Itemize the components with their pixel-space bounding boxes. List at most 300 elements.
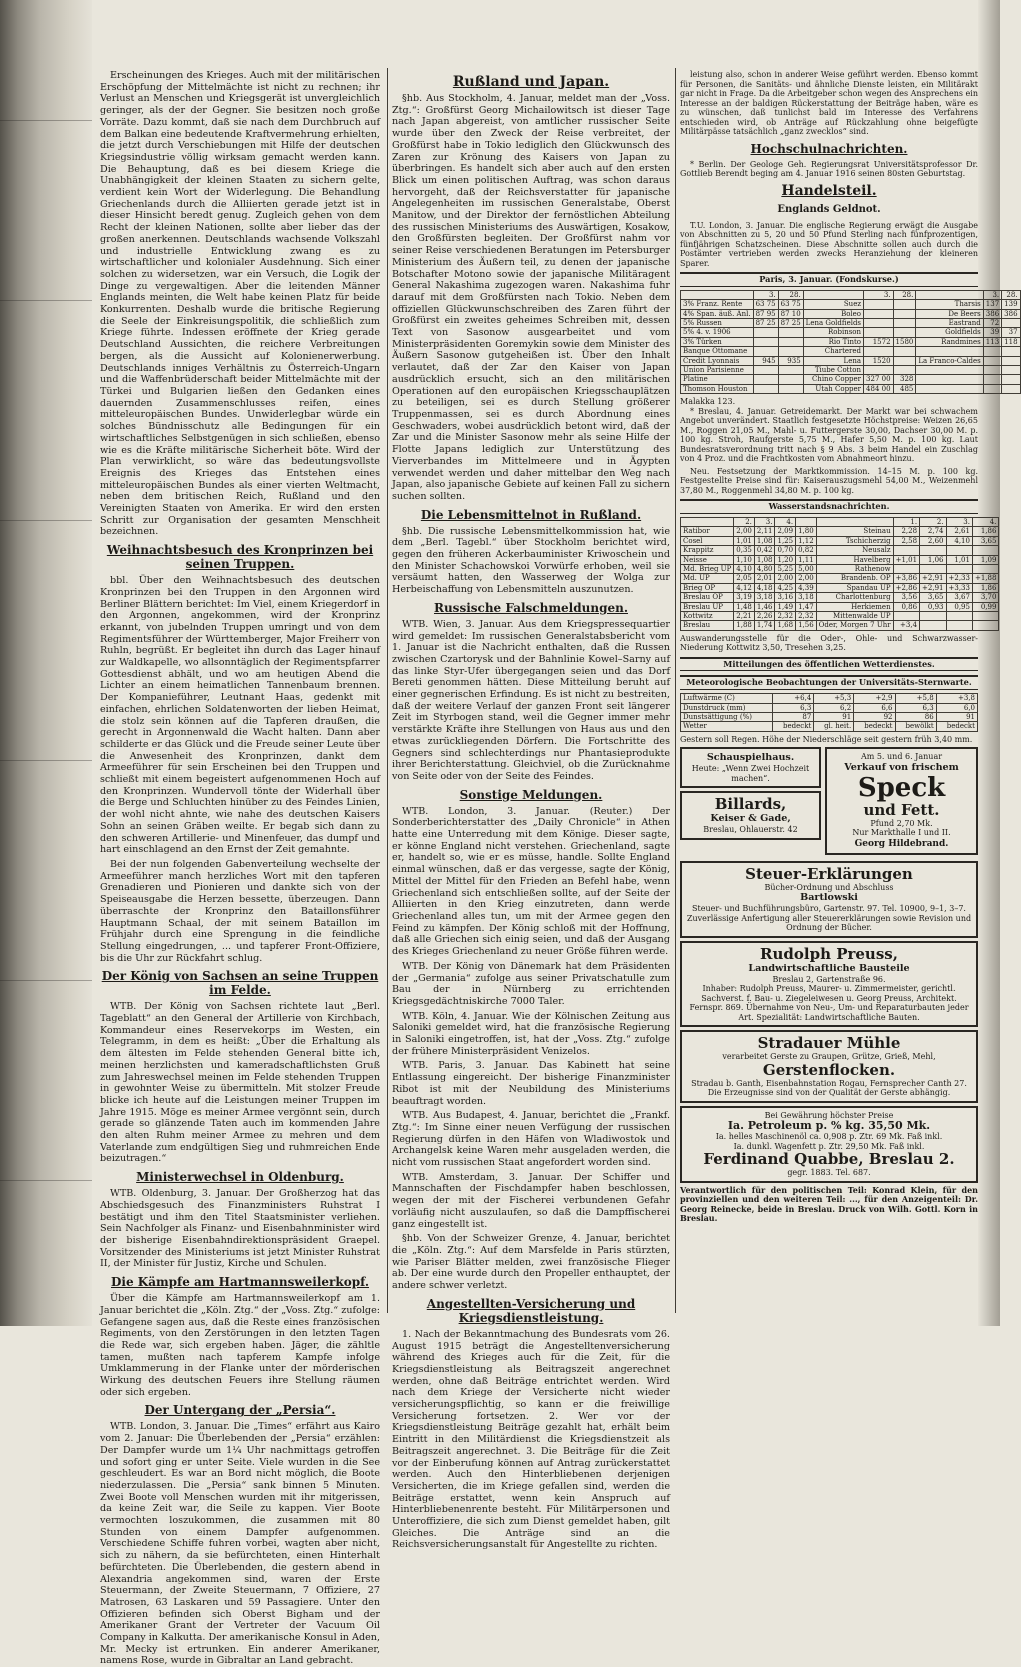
headline: Ministerwechsel in Oldenburg. (136, 1170, 344, 1185)
table-cell: 92 (854, 712, 895, 721)
table-cell (753, 347, 778, 356)
tax-ad (680, 861, 978, 938)
table-row (681, 722, 978, 731)
ad-text: Landwirtschaftliche Bausteile (748, 962, 910, 974)
paris-exchange-table (680, 290, 1021, 394)
table-cell: 4,12 (734, 583, 755, 592)
table-cell: Oder, Morgen 7 Uhr (816, 621, 893, 630)
table-cell: Steinau (816, 527, 893, 536)
table-cell: 72 (983, 318, 1001, 327)
table-cell: Platine (681, 375, 754, 384)
table-cell: 1,12 (796, 536, 817, 545)
table-cell: 3,70 (972, 593, 998, 602)
table-row (681, 694, 978, 703)
column-header: 3. (983, 290, 1001, 299)
table-cell: 2,01 (754, 574, 775, 583)
table-cell: 6,2 (814, 703, 854, 712)
table-cell: 935 (778, 356, 803, 365)
table-cell: 1,46 (754, 602, 775, 611)
table-cell: Tschicherzig (816, 536, 893, 545)
table-cell: Tharsis (916, 300, 983, 309)
headline: Die Kämpfe am Hartmannsweilerkopf. (110, 1275, 369, 1290)
table-cell: +3,4 (893, 621, 919, 630)
table-row (681, 555, 999, 564)
column-rule (387, 68, 388, 1313)
table-cell: Luftwärme (C) (681, 694, 773, 703)
table-cell (753, 337, 778, 346)
table-cell (946, 621, 972, 630)
table-cell: 2,26 (754, 611, 775, 620)
table-cell (893, 546, 919, 555)
table-cell: Chartered (803, 347, 863, 356)
table-cell: +2,86 (893, 583, 919, 592)
column-header: 3. (754, 517, 775, 526)
headline: Rußland und Japan. (452, 74, 610, 90)
headline: Angestellten-Versicherung und Kriegsdienstleistung. (426, 1296, 636, 1325)
article-text: Neu. Festsetzung der Marktkommission. 14–15 M. p. 100 kg. Festgestellte Preise sind für: Kaiserauszugsmehl 54,00 M., Weizenmehl 37,80 M., Roggenmehl 34,80 M. p. 100 kg. (680, 466, 978, 495)
column-header: 1. (893, 517, 919, 526)
table-cell: Herkiemen (816, 602, 893, 611)
table-cell: 0,35 (734, 546, 755, 555)
ad-text: Bücher-Ordnung und Abschluss (764, 882, 894, 892)
table-cell: Thomson Houston (681, 384, 754, 393)
table-cell: 3,67 (946, 593, 972, 602)
table-cell: 386 (983, 309, 1001, 318)
ad-text: gegr. 1883. Tel. 687. (787, 1168, 871, 1178)
table-cell: Tiube Cotton (803, 365, 863, 374)
ad-title: Stradauer Mühle (757, 1034, 901, 1053)
table-title: Paris, 3. Januar. (Fondskurse.) (680, 272, 978, 287)
column-1 (100, 70, 380, 1667)
table-cell: Breslau UP (681, 602, 734, 611)
table-cell (778, 347, 803, 356)
article-text: WTB. Amsterdam, 3. Januar. Der Schiffer und Mannschaften der Fischdampfer haben beschlossen, wegen der mit der Fischerei verbundenen Gefahr vorläufig nicht auszulaufen, so daß die Dampffischerei ganz eingestellt ist. (392, 1171, 670, 1230)
table-cell: bedeckt (772, 722, 813, 731)
table-cell (753, 375, 778, 384)
table-cell: 0,93 (920, 602, 946, 611)
table-cell: 2,74 (920, 527, 946, 536)
table-cell (864, 318, 894, 327)
article-text: * Breslau, 4. Januar. Getreidemarkt. Der Markt war bei schwachem Angebot unverändert. Staatlich festgesetzte Höchstpreise: Weizen 26,65 M., Roggen 21,05 M., Mahl- u. Futtergerste 30,00, Dachser 30,00 M. p. 100 kg. Stroh, Raufgerste 5,75 M., Hafer 5,50 M. p. 100 kg. Laut Bundesratsverordnung tritt nach § 9 Abs. 3 beim Handel ein Zuschlag von 4 Proz. und die Frachtkosten vom Abnahmeort hinzu. (680, 406, 978, 464)
table-cell (778, 375, 803, 384)
table-cell: Robinson (803, 328, 863, 337)
table-cell: 137 (983, 300, 1001, 309)
table-cell: 1,20 (775, 555, 796, 564)
headline: Englands Geldnot. (777, 203, 881, 215)
table-cell: bewölkt (895, 722, 936, 731)
headline: Russische Falschmeldungen. (433, 600, 628, 615)
table-cell (893, 328, 916, 337)
table-cell (916, 384, 983, 393)
ad-title: und Fett. (863, 800, 940, 819)
table-cell: 87 10 (778, 309, 803, 318)
table-cell: 91 (936, 712, 977, 721)
table-title: Wasserstandsnachrichten. (680, 499, 978, 514)
table-footnote: Gestern soll Regen. Höhe der Niederschläge seit gestern früh 3,40 mm. (680, 734, 973, 744)
table-cell: 5,00 (796, 564, 817, 573)
imprint: Verantwortlich für den politischen Teil: Konrad Klein, für den provinziellen und den weiteren Teil: ..., für den Anzeigenteil: Dr. Georg Reinecke, beide in Breslau. Druck von Wilh. Gottl. Korn in Breslau. (680, 1184, 978, 1224)
table-cell: Rio Tinto (803, 337, 863, 346)
table-row (681, 375, 1021, 384)
table-cell (1002, 384, 1020, 393)
headline: Der König von Sachsen an seine Truppen im Felde. (101, 969, 379, 998)
table-row (681, 356, 1021, 365)
table-cell: 2,32 (796, 611, 817, 620)
table-cell: Neisse (681, 555, 734, 564)
table-cell: La Franco-Caldes (916, 356, 983, 365)
ad-text: Ia. dunkl. Wagenfett p. Ztr. 29,50 Mk. Faß inkl. (733, 1141, 925, 1151)
table-cell: +2,91 (920, 574, 946, 583)
table-cell: 3,56 (893, 593, 919, 602)
table-cell: Mittenwalde UP (816, 611, 893, 620)
table-row (681, 365, 1021, 374)
table-cell: Wetter (681, 722, 773, 731)
column-header: 28. (778, 290, 803, 299)
table-cell: 386 (1002, 309, 1020, 318)
table-cell (753, 384, 778, 393)
table-cell: Breslau (681, 621, 734, 630)
table-cell: 1520 (864, 356, 894, 365)
table-cell: 2,00 (775, 574, 796, 583)
table-cell: +6,4 (772, 694, 813, 703)
table-cell: 485 (893, 384, 916, 393)
table-cell (916, 375, 983, 384)
table-cell: Neusalz (816, 546, 893, 555)
table-cell: 3,16 (775, 593, 796, 602)
table-cell: 2,11 (754, 527, 775, 536)
table-cell (972, 564, 998, 573)
table-cell (1002, 365, 1020, 374)
table-cell: 1,01 (734, 536, 755, 545)
article-text: Über die Kämpfe am Hartmannsweilerkopf am 1. Januar berichtet die „Köln. Ztg.“ der „Voss. Ztg.“ zufolge: Gefangene sagen aus, daß die Reste eines französischen Regiments, von den Zerstörungen in den letzten Tagen die Rede war, sich ergeben haben. Jäger, die zähltle tamen, mußten nach tapferem Kampfe infolge Umklammerung in der Flanke unter der mörderischen Wirkung des deutschen Feuers ihre Stellung räumen oder sich ergeben. (100, 1293, 380, 1398)
table-cell (983, 365, 1001, 374)
table-cell: 1,86 (972, 527, 998, 536)
table-cell: 1,49 (775, 602, 796, 611)
table-cell (778, 337, 803, 346)
ad-text: Breslau, Ohlauerstr. 42 (703, 825, 798, 835)
table-cell: 6,0 (936, 703, 977, 712)
ad-text: Ia. Petroleum p. % kg. 35,50 Mk. (727, 1119, 931, 1133)
column-header (681, 290, 754, 299)
table-cell: 1,06 (920, 555, 946, 564)
article-text: 1. Nach der Bekanntmachung des Bundesrats vom 26. August 1915 beträgt die Angestelltenversicherung während des Krieges auch für die Zeit, für die Kriegsdienstleistung als Beitragszeit angerechnet werden, ohne daß Beiträge entrichtet werden. Wird nach dem Kriege der Versicherte nicht wieder versicherungspflichtig, so kann er die freiwillige Versicherung fortsetzen. 2. Wer vor der Kriegsdienstleistung Beiträge gezahlt hat, erhält beim Eintritt in den Militärdienst die Kriegsdienstzeit als Beitragszeit angerechnet. 3. Die Beiträge für die Zeit vor der Einberufung können auf Antrag zurückerstattet werden. Auch den Hinterbliebenen derjenigen Versicherten, die im Kriege gefallen sind, werden die Beiträge erstattet, wenn kein Anspruch auf Hinterbliebenenrente besteht. Für Militärpersonen und Unteroffiziere, die sich zum Dienst gemeldet haben, gilt Gleiches. Die Anträge sind an die Reichsversicherungsanstalt für Angestellte zu richten. (392, 1328, 670, 1551)
table-cell: Charlottenburg (816, 593, 893, 602)
table-cell (972, 621, 998, 630)
article-text: WTB. Wien, 3. Januar. Aus dem Kriegspressequartier wird gemeldet: Im russischen Generalstabsbericht vom 1. Januar ist die Nachricht enthalten, daß die Russen zwischen Czartorysk und der Bahnlinie Kowel–Sarny auf das linke Styr-Ufer übergegangen seien und das Dorf Bereti genommen hätten. Diese Mitteilung beruht auf einer gegnerischen Erfindung. Es ist nicht zu bestreiten, daß der weitere Verlauf der ganzen Front seit längerer Zeit im Styrbogen stand, weil die Gegner immer mehr verstärkte Kräfte ihre Stellungen von Haus aus und den etwas zurückliegenden Dörfern. Die Fortschritte des Gegners sind schlechterdings nur Phantasieprodukte ihrer Berichterstattung. Gleichviel, ob die Zurücknahme von Seite oder von der Seite des Feindes. (392, 618, 670, 782)
table-row (681, 300, 1021, 309)
table-cell: 0,86 (893, 602, 919, 611)
table-cell: +2,33 (946, 574, 972, 583)
table-cell: 1,11 (796, 555, 817, 564)
article-text: WTB. Aus Budapest, 4. Januar, berichtet die „Frankf. Ztg.“: Im Sinne einer neuen Verfügung der russischen Regierung dürfen in den Häfen von Wladiwostok und Archangelsk keine Waren mehr ausgeladen werden, die nicht vom russischen Staat angefordert worden sind. (392, 1110, 670, 1169)
ad-text: Ia. helles Maschinenöl ca. 0,908 p. Ztr. 69 Mk. Faß inkl. (715, 1132, 943, 1142)
headline: Der Untergang der „Persia“. (144, 1403, 336, 1418)
table-cell (753, 365, 778, 374)
billiards-ad (680, 791, 821, 840)
table-cell: 0,82 (796, 546, 817, 555)
table-cell: 3% Türken (681, 337, 754, 346)
article-text: §hb. Die russische Lebensmittelkommission hat, wie dem „Berl. Tagebl.“ über Stockholm berichtet wird, gegen den früheren Ackerbauminister Kriwoschein und den Minister Schachowskoi Vorwürfe erhoben, weil sie versäumt hatten, den Wasserweg der Wolga zur Herbeischaffung von Lebensmitteln auszunutzen. (392, 525, 670, 596)
ad-text: Bei Gewährung höchster Preise (764, 1110, 894, 1120)
table-title: Mitteilungen des öffentlichen Wetterdienstes. (680, 657, 978, 672)
table-cell: Havelberg (816, 555, 893, 564)
table-cell: Breslau OP (681, 593, 734, 602)
headline: Weihnachtsbesuch des Kronprinzen bei seinen Truppen. (106, 543, 374, 572)
article-text: WTB. Der König von Dänemark hat dem Präsidenten der „Germania“ zufolge aus seiner Privatschatulle zum Bau der in Nürnberg zu errichtenden Kriegsgedächtniskirche 7000 Taler. (392, 960, 670, 1007)
table-cell: 139 (1002, 300, 1020, 309)
table-cell: 3% Franz. Rente (681, 300, 754, 309)
table-cell: 63 75 (753, 300, 778, 309)
ad-text: Inhaber: Rudolph Preuss, Maurer- u. Zimmermeister, gerichtl. Sachverst. f. Bau- u. Ziegeleiwesen u. Georg Preuss, Architekt. Fernspr. 869. Übernahme von Neu-, Um- und Reparaturbauten jeder Art. Spezialität: Landwirtschaftliche Bauten. (689, 984, 969, 1022)
column-3 (680, 70, 1018, 1310)
table-cell (893, 611, 919, 620)
column-header (803, 290, 863, 299)
article-text: Bei der nun folgenden Gabenverteilung wechselte der Armeeführer manch herzliches Wort mit den tapferen Grenadieren und Pionieren und dankte sich von der Speiseausgabe die Herzen bessette, überzeugen. Dann überraschte der Kronprinz den Bataillonsführer Hauptmann Schaal, der mit seinem Bataillon im Frühjahr durch eine Sprengung in die feindliche Stellung eingedrungen, ... und tapferer Front-Offiziere, bis die Uhr zur Rückfahrt schlug. (100, 859, 380, 964)
table-cell (893, 300, 916, 309)
table-cell: +1,88 (972, 574, 998, 583)
table-cell: Lena (803, 356, 863, 365)
table-cell: +2,91 (920, 583, 946, 592)
speck-ad (825, 747, 978, 855)
article-text: T.U. London, 3. Januar. Die englische Regierung erwägt die Ausgabe von Abschnitten zu 5, 20 und 50 Pfund Sterling nach fünfprozentigen, fünfjährigen Schatzscheinen. Diese Abschnitte sollen auch durch die Postämter vertrieben werden zwecks Heranziehung der kleineren Sparer. (680, 220, 978, 268)
table-cell: 1,47 (796, 602, 817, 611)
table-cell (920, 621, 946, 630)
table-cell: 0,99 (972, 602, 998, 611)
table-cell: De Beers (916, 309, 983, 318)
table-row (681, 347, 1021, 356)
column-2 (392, 70, 670, 1551)
table-row (681, 611, 999, 620)
article-text: WTB. Köln, 4. Januar. Wie der Kölnischen Zeitung aus Saloniki gemeldet wird, hat die französische Regierung in Saloniki eingetroffen, ist, hat der „Voss. Ztg.“ zufolge der frühere Ministerpräsident Venizelos. (392, 1010, 670, 1057)
table-cell: 1,48 (734, 602, 755, 611)
table-cell: +3,86 (893, 574, 919, 583)
article-text: WTB. London, 3. Januar. (Reuter.) Der Sonderberichterstatter des „Daily Chronicle“ in Athen hatte eine Unterredung mit dem Könige. Dieser sagte, er könne England nicht verstehen. Griechenland, sagte er, handelt so, wie er es müsse, handle. Sollte England einmal wünschen, daß er das vergesse, sagte der König, Mittel der Mittel für den Frieden an Befehl habe, wenn Griechenland sich entschließen sollte, auf der Seite der Alliierten in den Krieg einzutreten, dann werde Griechenland alles tun, um mit der Armee gegen den Feind zu kämpfen. Der König schloß mit der Hoffnung, daß alle Griechen sich einig seien, und daß der Ausgang des Krieges Griechenland zu neuer Größe führen werde. (392, 805, 670, 958)
table-cell: 1,74 (754, 621, 775, 630)
table-cell (916, 347, 983, 356)
table-cell: 2,28 (893, 527, 919, 536)
table-footnote: Auswanderungsstelle für die Oder-, Ohle- und Schwarzwasser-Niederung Kottwitz 3,50, Tresehen 3,25. (680, 633, 978, 653)
table-cell: Md. UP (681, 574, 734, 583)
table-cell: 1572 (864, 337, 894, 346)
table-cell: 1,86 (972, 583, 998, 592)
article-text: §hb. Aus Stockholm, 4. Januar, meldet man der „Voss. Ztg.“: Großfürst Georg Michailowitsch ist dieser Tage nach Japan abgereist, von amtlicher russischer Seite wurde über den Zweck der Reise verbreitet, der Großfürst habe in Tokio lediglich den Glückwunsch des Zaren zur Krönung des Kaisers von Japan zu überbringen. Es handelt sich aber auch auf den ersten Blick um einen politischen Auftrag, was schon daraus hervorgeht, daß der Reichsverstatter für japanische Angelegenheiten im russischen Generalstabe, Oberst Manitow, und der Direktor der fernöstlichen Abteilung des russischen Ministeriums des Auswärtigen, Kosakow, den Großfürsten begleiten. Der Großfürst nahm vor seiner Reise verschiedenen Beratungen im Petersburger Ministerium des Äußern teil, zu denen der japanische Botschafter Motono sowie der japanische Militäragent General Nakashima zugezogen waren. Nakashima fuhr darauf mit dem Großfürsten nach Tokio. Neben dem offiziellen Glückwunschschreiben des Zaren führt der Großfürst ein zweites geheimes Schreiben mit, dessen Text von Sasonow ausgearbeitet und vom Ministerpräsidenten Goremykin sowie dem Minister des Äußern Sasonow gutgeheißen ist. Über den Inhalt verlautet, daß der Zar den Kaiser von Japan ausdrücklich ersucht, sich an den militärischen Operationen auf den europäischen Kriegsschauplätzen zu beteiligen, sei es durch Stellung größerer Truppenmassen, sei es durch Abordnung eines Geschwaders, wobei ausdrücklich betont wird, daß der Zar und die Minister Sasonow mehr als seine Hilfe der Flotte Japans lediglich zur Unterstützung des Vierverbandes im Mittelmeere und in Ägypten verwendet werden und daher mittelbar den Weg nach Japan, also japanische Gebiete auf keinen Fall zu sichern suchen sollten. (392, 93, 670, 502)
table-cell (864, 309, 894, 318)
table-cell: 1580 (893, 337, 916, 346)
table-cell (778, 384, 803, 393)
table-cell: 2,21 (734, 611, 755, 620)
table-cell: 2,09 (775, 527, 796, 536)
column-header: 3. (753, 290, 778, 299)
table-cell: Goldfields (916, 328, 983, 337)
table-cell (893, 356, 916, 365)
table-cell: Kottwitz (681, 611, 734, 620)
column-header: 4. (775, 517, 796, 526)
column-header (796, 517, 817, 526)
table-row (681, 564, 999, 573)
table-cell: 3,18 (754, 593, 775, 602)
table-cell: 6,3 (772, 703, 813, 712)
table-cell: gl. heit. (814, 722, 854, 731)
table-cell: Krappitz (681, 546, 734, 555)
article-text: bbl. Über den Weihnachtsbesuch des deutschen Kronprinzen bei den Truppen in den Argonnen wird Berliner Blättern berichtet: Im Viel, einem Kriegerdorf in den Argonnen, angekommen, wird der Kronprinz erkannt, von jubelnden Truppen umringt und von dem Regimentsführer der Württemberger, Major Freiherr von Ruhln, begrüßt. Er begleitet ihn durch das Lager hinauf zur Waldkapelle, wo allsonntäglich der Regimentspfarrer Gottesdienst abhält, und wo am heutigen Abend die Lichter an einem heimatlichen Tannenbaum brennen. Der Kompanieführer, Leutnant Haas, gedenkt mit einfachen, ehrlichen Soldatenworten der lieben Heimat, die stolz sein können auf die Tapferen draußen, die gerecht in Argonnenwald die Wacht halten. Dann aber schilderte er das Glück und die Freude seiner Leute über die Anwesenheit des Kronprinzen, dankt dem Armeeführer für sein Erscheinen bei den Truppen und schließt mit einem begeistert aufgenommenen Hoch auf den Kronprinzen. Wundervoll tönte der Widerhall über die Berge und Schluchten hinüber zu des Feindes Linien, der wohl nicht ahnte, wie nahe des deutschen Kaisers Sohn an seinen Gräben weilte. Er begab sich dann zu den schweren Artillerie- und Minenfeuer, das dumpf und hart einschlagend an den Ernst der Zeit gemahnte. (100, 575, 380, 856)
ad-title: Billards, (714, 795, 787, 814)
column-header: 3. (946, 517, 972, 526)
column-header (681, 517, 734, 526)
table-cell: 1,08 (754, 536, 775, 545)
ad-text: Verkauf von frischem (844, 761, 959, 773)
table-cell: 1,09 (972, 555, 998, 564)
table-cell (972, 611, 998, 620)
table-cell: 1,08 (754, 555, 775, 564)
table-cell: Brandenb. OP (816, 574, 893, 583)
article-text: * Berlin. Der Geologe Geh. Regierungsrat Universitätsprofessor Dr. Gottlieb Berendt beging am 4. Januar 1916 seinen 80sten Geburtstag. (680, 159, 978, 178)
table-cell: Spandau UP (816, 583, 893, 592)
table-cell: 4,39 (796, 583, 817, 592)
article-text: WTB. Oldenburg, 3. Januar. Der Großherzog hat das Abschiedsgesuch des Finanzministers Ruhstrat I bestätigt und ihm den Titel Staatsminister verliehen. Sein Nachfolger als Finanz- und Eisenbahnminister wird der bisherige Eisenbahndirektionspräsident Graepel. Vorsitzender des Ministeriums ist jetzt Minister Ruhstrat II, der Minister für Justiz, Kirche und Schulen. (100, 1188, 380, 1270)
table-cell (920, 564, 946, 573)
table-cell: 63 75 (778, 300, 803, 309)
headline: Sonstige Meldungen. (459, 787, 603, 802)
table-cell: 4% Span. äuß. Anl. (681, 309, 754, 318)
table-cell: 0,42 (754, 546, 775, 555)
table-cell (753, 328, 778, 337)
table-cell: 2,58 (893, 536, 919, 545)
table-cell: 118 (1002, 337, 1020, 346)
article-text: WTB. Der König von Sachsen richtete laut „Berl. Tageblatt“ an den General der Artillerie von Kirchbach, Kommandeur eines Reservekorps im Westen, ein Telegramm, in dem es heißt: „Über die Erhaltung als dem ältesten im Felde stehenden General bitte ich, meinen herzlichsten und kameradschaftlichsten Gruß zum Jahreswechsel meinen im Felde stehenden Truppen in gewohnter Weise zu übermitteln. Mit stolzer Freude blicke ich heute auf die Leistungen meiner Truppen im Jahre 1915. Möge es meiner Armee vergönnt sein, durch gerade so glänzende Taten auch im kommenden Jahre den alten Ruhm meiner Armee zu mehren und dem Vaterlande zum endgültigen Sieg und ruhmreichen Ende beizutragen.“ (100, 1001, 380, 1165)
table-cell (864, 347, 894, 356)
table-cell: bedeckt (854, 722, 895, 731)
theater-ad (680, 747, 821, 788)
table-cell: 113 (983, 337, 1001, 346)
table-cell: 1,56 (796, 621, 817, 630)
table-cell: +5,8 (895, 694, 936, 703)
table-row (681, 621, 999, 630)
mill-ad (680, 1030, 978, 1103)
table-cell (893, 365, 916, 374)
table-cell: 5,25 (775, 564, 796, 573)
ad-title: Speck (857, 772, 946, 803)
table-cell: 39 (983, 328, 1001, 337)
table-cell: 2,05 (734, 574, 755, 583)
table-row (681, 593, 999, 602)
table-cell: Eastrand (916, 318, 983, 327)
headline: Die Lebensmittelnot in Rußland. (420, 507, 642, 522)
column-header: 28. (1002, 290, 1020, 299)
table-cell: 2,00 (796, 574, 817, 583)
table-row (681, 583, 999, 592)
table-cell: 328 (893, 375, 916, 384)
table-cell: 91 (814, 712, 854, 721)
table-cell: +1,01 (893, 555, 919, 564)
table-cell: 4,10 (946, 536, 972, 545)
ad-title: Steuer-Erklärungen (745, 864, 913, 883)
table-cell: 87 25 (753, 318, 778, 327)
table-cell (1002, 356, 1020, 365)
ad-text: Bartlowski (800, 892, 858, 904)
table-cell: 1,88 (734, 621, 755, 630)
table-cell: 4,25 (775, 583, 796, 592)
table-cell: 3,18 (796, 593, 817, 602)
table-cell: 6,3 (895, 703, 936, 712)
table-cell: 0,70 (775, 546, 796, 555)
table-cell (916, 365, 983, 374)
ad-text: Heute: „Wenn Zwei Hochzeit machen“. (691, 764, 810, 783)
table-cell: 4,10 (734, 564, 755, 573)
ad-text: Pfund 2,70 Mk. (870, 818, 933, 828)
table-cell: 4,18 (754, 583, 775, 592)
table-row (681, 384, 1021, 393)
table-cell: Suez (803, 300, 863, 309)
column-header: 2. (734, 517, 755, 526)
table-cell: 87 25 (778, 318, 803, 327)
table-row (681, 602, 999, 611)
table-cell: 1,10 (734, 555, 755, 564)
table-cell: 945 (753, 356, 778, 365)
table-cell: 5% 4. v. 1906 (681, 328, 754, 337)
table-cell (983, 375, 1001, 384)
table-cell (893, 564, 919, 573)
table-cell (893, 309, 916, 318)
table-cell: 6,6 (854, 703, 895, 712)
section-title: Handelsteil. (781, 182, 877, 199)
ad-row (680, 744, 978, 858)
table-cell: Banque Ottomane (681, 347, 754, 356)
table-cell: +3,8 (936, 694, 977, 703)
table-cell (972, 546, 998, 555)
table-cell (983, 347, 1001, 356)
column-header (916, 290, 983, 299)
table-cell: Md. Brieg UP (681, 564, 734, 573)
ad-text: Stradau b. Ganth, Eisenbahnstation Rogau, Fernsprecher Canth 27. Die Erzeugnisse sind von der Qualität der Gerste abhängig. (691, 1078, 967, 1098)
ad-title: Ferdinand Quabbe, Breslau 2. (703, 1150, 955, 1169)
table-cell (983, 356, 1001, 365)
binding-gutter (0, 0, 92, 1326)
article-text: leistung also, schon in anderer Weise geführt werden. Ebenso kommt für Personen, die Sanitäts- und ähnliche Dienste leisten, ein Militärakt gar nicht in Frage. Da die Arbeitgeber schon wegen des Ansprechens ein Interesse an der baldigen Rückerstattung der Beiträge haben, wäre es zu wünschen, daß tunlichst bald im Interesse des Verfahrens entschieden wird, ob Anträge auf Rückzahlung ohne beigefügte Militärpässe tatsächlich „ganz zwecklos“ sind. (680, 70, 978, 136)
table-row (681, 337, 1021, 346)
table-row (681, 703, 978, 712)
table-cell: Boleo (803, 309, 863, 318)
table-cell: 0,95 (946, 602, 972, 611)
table-cell: Credit Lyonnais (681, 356, 754, 365)
table-cell: 3,65 (920, 593, 946, 602)
table-cell (864, 300, 894, 309)
ad-text: verarbeitet Gerste zu Graupen, Grütze, Grieß, Mehl, (722, 1052, 936, 1062)
table-title: Meteorologische Beobachtungen der Universitäts-Sternwarte. (680, 675, 978, 690)
table-cell: 87 (772, 712, 813, 721)
table-cell (1002, 347, 1020, 356)
table-cell: 37 (1002, 328, 1020, 337)
table-cell (1002, 375, 1020, 384)
table-cell: 4,80 (754, 564, 775, 573)
table-footnote: Malakka 123. (680, 397, 736, 407)
table-row (681, 328, 1021, 337)
article-text: Erscheinungen des Krieges. Auch mit der militärischen Erschöpfung der Mittelmächte ist nicht zu rechnen; ihr Verlust an Menschen und Kriegsgerät ist unvergleichlich geringer, als der der Gegner. Sie besitzen noch große Vorräte. Dazu kommt, daß sie nach dem Durchbruch auf dem Balkan eine bedeutende Kraftvermehrung erhielten, die jetzt durch Verschiebungen mit Hilfe der deutschen Kriegsindustrie völlig wirksam gemacht werden kann. Die Behauptung, daß es bei diesem Kriege die Unabhängigkeit der kleinen Staaten zu sichern gelte, verdient kein Wort der Widerlegung. Die Behandlung Griechenlands durch die Alliierten gerade jetzt ist in dieser Hinsicht beredt genug. Zugleich gehen von dem Recht der kleinen Nationen, sollte aber lieber das der großen anerkennen. Deutschlands wachsende Volkszahl und industrielle Entwicklung zwang es zu wirtschaftlicher und kolonialer Ausdehnung. Sich einer solchen zu widersetzen, war ein Versuch, die Logik der Dinge zu vergewaltigen. Aber die leitenden Männer Englands meinten, die Welt habe keinen Platz für beide Konkurrenten. Deshalb wurde die britische Regierung die Seele der Einkreisungspolitik, die schließlich zum Kriege führte. Indessen eröffnete der Krieg gerade Deutschland Aussichten, die reichere Verbreitungen bergen, als die Aussicht auf Kolonienerwerbung. Deutschlands inniges Verhältnis zu Österreich-Ungarn und die Waffenbrüderschaft beider Mittelmächte mit der Türkei und Bulgarien ließen den Gedanken eines dauernden Zusammenschlusses reifen, eines mitteleuropäischen Bundes. Unwiderlegbar würde ein solches Bündnisschutz alle Bedingungen für ein wirtschaftliches Selbstgenügen in sich schließen, ebenso wie es die Kräfte militärische Sicherheit böte. Wird der Plan verwirklicht, so wäre das bedeutungsvollste Ereignis des Krieges das Entstehen eines mitteleuropäischen Bundes als einer vierten Weltmacht, neben dem britischen Reich, Rußland und den Vereinigten Staaten von Amerika. Er wird den ersten Schritt zur Organisation der gesamten Menschheit bezeichnen. (100, 70, 380, 538)
table-cell: Brieg OP (681, 583, 734, 592)
ad-title: Rudolph Preuss, (760, 944, 898, 963)
page-edge (978, 0, 1000, 1326)
column-header (816, 517, 893, 526)
table-cell: 2,61 (946, 527, 972, 536)
table-cell: Dunstsättigung (%) (681, 712, 773, 721)
table-cell (778, 328, 803, 337)
table-cell (946, 546, 972, 555)
table-row (681, 309, 1021, 318)
table-cell: Randmines (916, 337, 983, 346)
column-rule (675, 68, 676, 1313)
table-cell: Chino Copper (803, 375, 863, 384)
table-cell: 87 95 (753, 309, 778, 318)
table-row (681, 527, 999, 536)
